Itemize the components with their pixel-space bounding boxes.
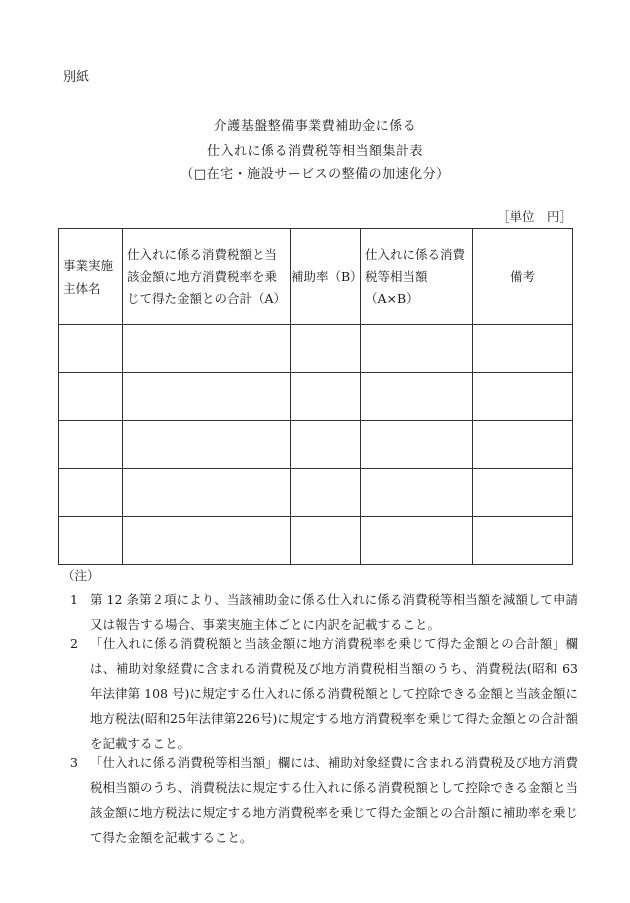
table-cell[interactable] [291,469,361,517]
table-cell[interactable] [473,421,573,469]
unit-label: ［単位 円］ [496,209,572,224]
table-row [59,469,573,517]
table-cell[interactable] [59,469,123,517]
table-cell[interactable] [59,325,123,373]
table-cell[interactable] [473,469,573,517]
header-subsidy-rate-b: 補助率（B） [291,229,361,325]
table-cell[interactable] [473,373,573,421]
header-remarks: 備考 [473,229,573,325]
summary-table [58,228,573,565]
table-cell[interactable] [59,421,123,469]
table-cell[interactable] [361,517,473,565]
table-cell[interactable] [361,373,473,421]
table-cell[interactable] [361,325,473,373]
table-cell[interactable] [123,325,291,373]
table-cell[interactable] [123,517,291,565]
table-cell[interactable] [473,325,573,373]
note-number: 1 [70,592,78,607]
table-row [59,325,573,373]
table-cell[interactable] [123,469,291,517]
notes-heading: （注） [62,568,100,583]
header-entity-name: 事業実施主体名 [59,229,123,325]
attachment-label: 別紙 [63,70,90,85]
table-cell[interactable] [123,421,291,469]
table-row [59,421,573,469]
title-line-1: 介護基盤整備事業費補助金に係る [213,119,417,134]
table-row [59,373,573,421]
note-number: 2 [70,636,78,651]
note-text: 「仕入れに係る消費税等相当額」欄には、補助対象経費に含まれる消費税及び地方消費税相当額のうち、消費税法に規定する仕入れに係る消費税額として控除できる金額と当該金額に地方税法に規定する地方消費税率を乗じて得た金額との合計額に補助率を乗じて得た金額を記載すること。 [90,755,578,845]
table-cell[interactable] [123,373,291,421]
table-cell[interactable] [291,373,361,421]
note-item-1 [70,587,578,637]
table-cell[interactable] [361,421,473,469]
header-tax-total-a: 仕入れに係る消費税額と当該金額に地方消費税率を乗じて得た金額との合計（A） [123,229,291,325]
table-cell[interactable] [473,517,573,565]
note-text: 「仕入れに係る消費税額と当該金額に地方消費税率を乗じて得た金額との合計額」欄は、補助対象経費に含まれる消費税及び地方消費税相当額のうち、消費税法(昭和 63 年法律第 108 号)に規定する仕入れに係る消費税額として控除できる金額と当該金額に地方税法(昭和25年法律第226号)に規定する地方消費税率を乗じて得た金額との合計額を記載すること。 [90,636,578,751]
note-number: 3 [70,755,78,770]
note-text: 第 12 条第２項により、当該補助金に係る仕入れに係る消費税等相当額を減額して申請又は報告する場合、事業実施主体ごとに内訳を記載すること。 [90,592,578,632]
table-cell[interactable] [59,517,123,565]
table-row [59,517,573,565]
title-line-2: 仕入れに係る消費税等相当額集計表 [206,144,423,159]
note-item-3 [70,750,578,850]
table-cell[interactable] [291,421,361,469]
title-line-3: （□在宅・施設サービスの整備の加速化分） [180,167,450,182]
table-cell[interactable] [291,325,361,373]
table-header-row [59,229,573,325]
header-tax-equivalent-axb: 仕入れに係る消費税等相当額（A×B） [361,229,473,325]
table-cell[interactable] [361,469,473,517]
table-cell[interactable] [59,373,123,421]
table-cell[interactable] [291,517,361,565]
note-item-2 [70,631,578,756]
